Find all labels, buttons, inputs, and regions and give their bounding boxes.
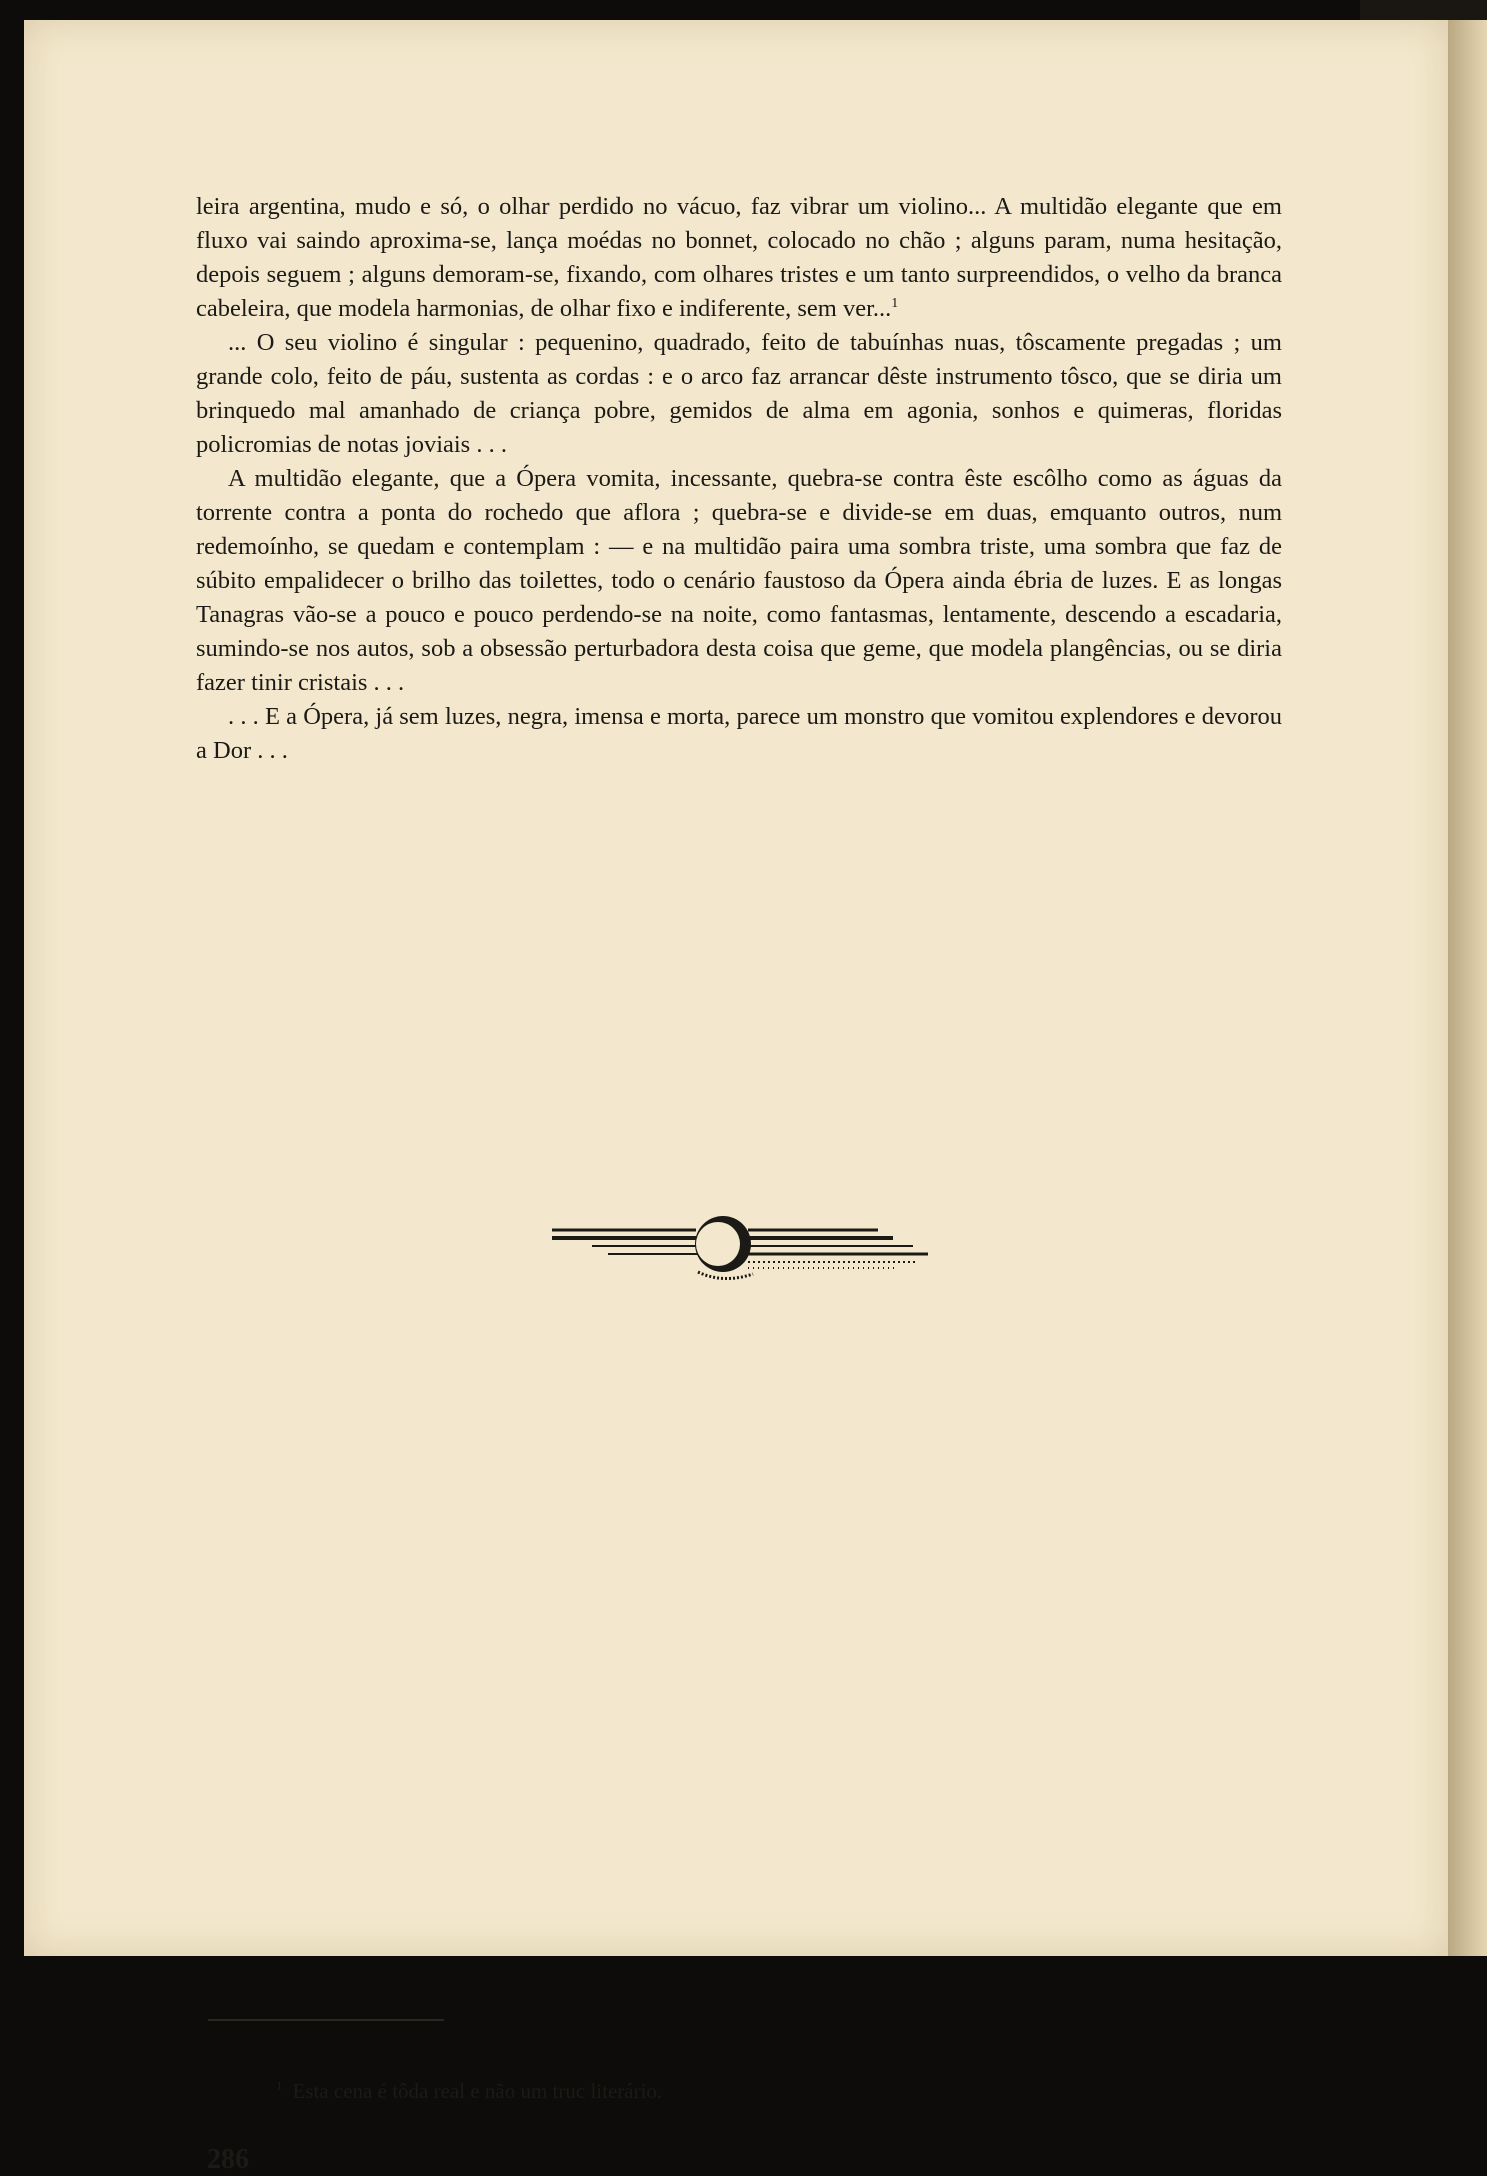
body-text [196, 190, 1282, 768]
next-page-edge [1448, 20, 1487, 1956]
footnote-marker: 1 [276, 2078, 283, 2093]
footnote-text: Esta cena é tôda real e não um truc literário. [292, 2079, 663, 2103]
footnote [276, 2078, 662, 2104]
paragraph-1 [196, 190, 1282, 326]
paragraph-2: ... O seu violino é singular : pequenino, quadrado, feito de tabuínhas nuas, tôscamente pregadas ; um grande colo, feito de páu, sustenta as cordas : e o arco faz arrancar dêste instrumento tôsco, que se diria um brinquedo mal amanhado de criança pobre, gemidos de alma em agonia, sonhos e quimeras, floridas policromias de notas joviais . . . [196, 329, 1282, 458]
page-number: 286 [207, 2144, 249, 2175]
footnote-reference: 1 [891, 295, 899, 311]
paragraph-1-text: leira argentina, mudo e só, o olhar perdido no vácuo, faz vibrar um violino... A multidão elegante que em fluxo vai saindo aproxima-se, lança moédas no bonnet, colocado no chão ; alguns param, numa hesitação, depois seguem ; alguns demoram-se, fixando, com olhares tristes e um tanto surpreendidos, o velho da branca cabeleira, que modela harmonias, de olhar fixo e indiferente, sem ver... [196, 193, 1282, 322]
paragraph-4: . . . E a Ópera, já sem luzes, negra, imensa e morta, parece um monstro que vomitou explendores e devorou a Dor . . . [196, 703, 1282, 764]
ornament-icon [548, 1200, 932, 1296]
footnote-rule [208, 2019, 444, 2021]
paragraph-3: A multidão elegante, que a Ópera vomita, incessante, quebra-se contra êste escôlho como as águas da torrente contra a ponta do rochedo que aflora ; quebra-se e divide-se em duas, emquanto outros, num redemoínho, se quedam e contemplam : — e na multidão paira uma sombra triste, uma sombra que faz de súbito empalidecer o brilho das toilettes, todo o cenário faustoso da Ópera ainda ébria de luzes. E as longas Tanagras vão-se a pouco e pouco perdendo-se na noite, como fantasmas, lentamente, descendo a escadaria, sumindo-se nos autos, sob a obsessão perturbadora desta coisa que geme, que modela plangências, ou se diria fazer tinir cristais . . . [196, 465, 1282, 696]
